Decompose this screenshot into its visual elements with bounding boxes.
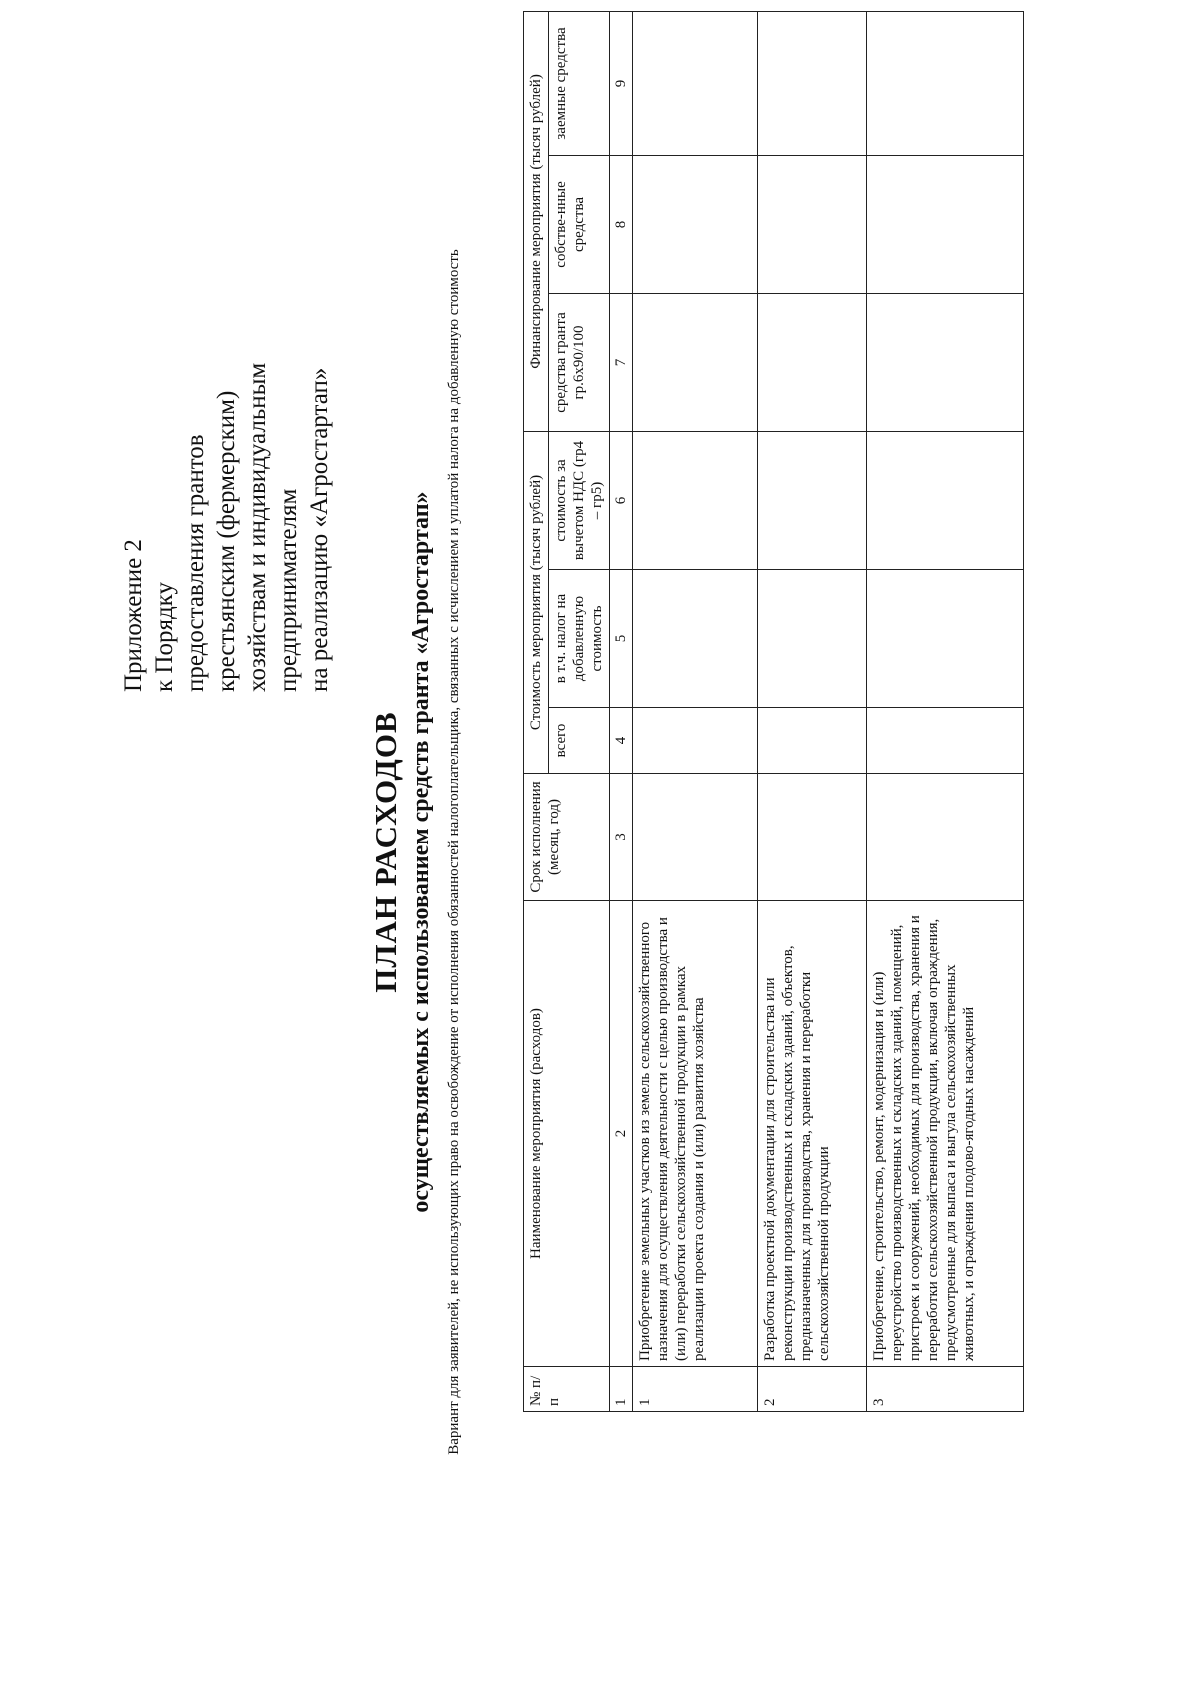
header-row-top <box>524 11 549 1411</box>
header-cost-vat: в т.ч. налог на добавленную стоимость <box>549 570 610 708</box>
column-number: 6 <box>610 431 633 569</box>
cell-cost-net <box>758 431 867 569</box>
column-number: 1 <box>610 1367 633 1412</box>
row-number: 2 <box>758 1367 867 1412</box>
column-number: 5 <box>610 570 633 708</box>
cell-cost-total <box>758 708 867 774</box>
column-number-row <box>610 11 633 1411</box>
header-fin-loan: заемные средства <box>549 11 610 155</box>
cell-term <box>867 774 1024 901</box>
cell-fin-loan <box>758 11 867 155</box>
row-name: Приобретение земельных участков из земель сельскохозяйственного назначения для осуществления деятельности с целью производства и (или) переработки сельскохозяйственной продукции в рамках реализации проекта создания и (или) развития хозяйства <box>633 901 758 1367</box>
appendix-line: предоставления грантов <box>182 434 209 692</box>
appendix-line: крестьянским (фермерским) <box>213 390 240 692</box>
appendix-line: хозяйствам и индивидуальным <box>244 362 271 692</box>
header-fin-grant: средства гранта гр.6х90/100 <box>549 293 610 431</box>
appendix-line: Приложение 2 <box>120 539 147 692</box>
cell-cost-vat <box>867 570 1024 708</box>
cell-fin-loan <box>867 11 1024 155</box>
row-number: 1 <box>633 1367 758 1412</box>
cell-fin-own <box>633 155 758 293</box>
header-cost-net: стоимость за вычетом НДС (гр4 – гр5) <box>549 431 610 569</box>
row-name: Приобретение, строительство, ремонт, модернизация и (или) переустройство производственных и складских зданий, помещений, пристроек и сооружений, необходимых для производства, хранения и переработки сельскохозяйственной продукции, включая ограждения, предусмотренные для выпаса и выгула сельскохозяйственных животных, и ограждения плодово-ягодных насаждений <box>867 901 1024 1367</box>
column-number: 4 <box>610 708 633 774</box>
cell-cost-total <box>867 708 1024 774</box>
appendix-line: к Порядку <box>151 582 178 692</box>
header-term: Срок исполнения (месяц, год) <box>524 774 610 901</box>
document-title: ПЛАН РАСХОДОВ <box>368 711 403 993</box>
header-cost-total: всего <box>549 708 610 774</box>
cell-fin-loan <box>633 11 758 155</box>
cell-cost-vat <box>633 570 758 708</box>
column-number: 3 <box>610 774 633 901</box>
table-row <box>633 11 758 1411</box>
header-fin-own: собстве-нные средства <box>549 155 610 293</box>
appendix-block <box>118 52 335 692</box>
cell-term <box>633 774 758 901</box>
table-row <box>758 11 867 1411</box>
expense-plan-table <box>523 11 1024 1412</box>
cell-fin-own <box>867 155 1024 293</box>
header-name: Наименование мероприятия (расходов) <box>524 901 610 1367</box>
header-cost-group: Стоимость мероприятия (тысяч рублей) <box>524 431 549 773</box>
column-number: 8 <box>610 155 633 293</box>
appendix-line: предпринимателям <box>275 488 302 692</box>
cell-cost-net <box>633 431 758 569</box>
cell-term <box>758 774 867 901</box>
cell-fin-grant <box>758 293 867 431</box>
cell-fin-grant <box>867 293 1024 431</box>
column-number: 9 <box>610 11 633 155</box>
header-num: № п/п <box>524 1367 610 1412</box>
table-row <box>867 11 1024 1411</box>
cell-fin-grant <box>633 293 758 431</box>
header-financing-group: Финансирование мероприятия (тысяч рублей) <box>524 11 549 431</box>
cell-fin-own <box>758 155 867 293</box>
cell-cost-total <box>633 708 758 774</box>
column-number: 7 <box>610 293 633 431</box>
document-subtitle: осуществляемых с использованием средств гранта «Агростартап» <box>408 491 434 1213</box>
appendix-line: на реализацию «Агростартап» <box>306 367 333 692</box>
row-number: 3 <box>867 1367 1024 1412</box>
cell-cost-vat <box>758 570 867 708</box>
variant-note: Вариант для заявителей, не использующих право на освобождение от исполнения обязанностей налогоплательщика, связанных с исчислением и уплатой налога на добавленную стоимость <box>446 249 462 1455</box>
column-number: 2 <box>610 901 633 1367</box>
cell-cost-net <box>867 431 1024 569</box>
row-name: Разработка проектной документации для строительства или реконструкции производственных и складских зданий, объектов, предназначенных для производства, хранения и переработки сельскохозяйственной продукции <box>758 901 867 1367</box>
